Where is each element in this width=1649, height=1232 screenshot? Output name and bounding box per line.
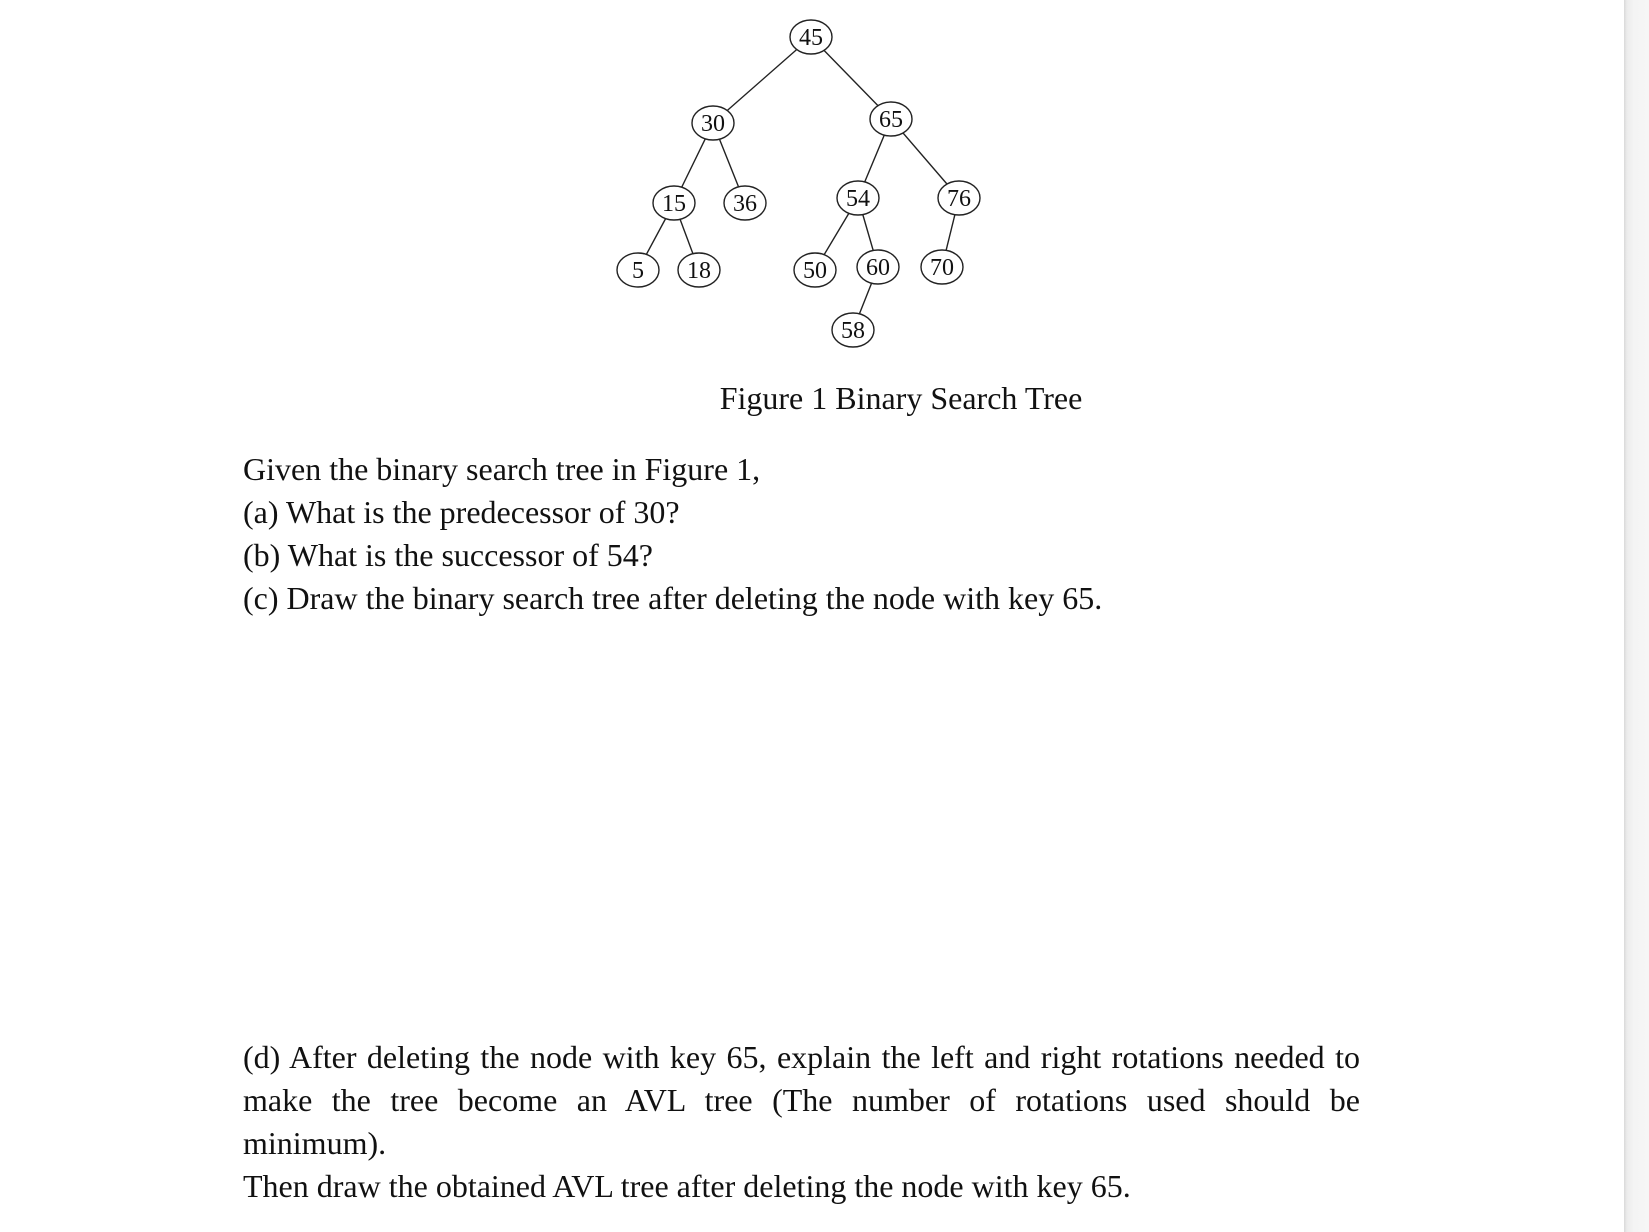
tree-node-key: 18	[687, 258, 711, 284]
part-d-line-3: Then draw the obtained AVL tree after deleting the node with key 65.	[243, 1168, 1131, 1204]
tree-node-key: 15	[662, 191, 686, 217]
tree-node-5	[617, 253, 659, 287]
tree-node-65	[870, 102, 912, 136]
tree-node-70	[921, 250, 963, 284]
tree-node-36	[724, 186, 766, 220]
tree-node-key: 76	[947, 186, 971, 212]
tree-node-58	[832, 313, 874, 347]
tree-node-60	[857, 250, 899, 284]
tree-node-key: 5	[632, 258, 644, 284]
question-intro: Given the binary search tree in Figure 1,	[243, 451, 761, 487]
tree-node-54	[837, 181, 879, 215]
tree-node-key: 36	[733, 191, 757, 217]
tree-node-key: 70	[930, 255, 954, 281]
tree-node-50	[794, 253, 836, 287]
question-text	[243, 448, 1102, 620]
tree-node-key: 65	[879, 107, 903, 133]
tree-node-18	[678, 253, 720, 287]
tree-node-76	[938, 181, 980, 215]
question-part-d	[243, 1036, 1360, 1208]
question-part-c: (c) Draw the binary search tree after deleting the node with key 65.	[243, 580, 1103, 616]
tree-node-key: 45	[799, 25, 823, 51]
tree-node-key: 30	[701, 111, 725, 137]
tree-node-key: 58	[841, 318, 865, 344]
page-edge-shadow	[1624, 0, 1649, 1232]
tree-node-key: 50	[803, 258, 827, 284]
tree-node-key: 54	[846, 186, 870, 212]
tree-node-15	[653, 186, 695, 220]
tree-node-key: 60	[866, 255, 890, 281]
figure-caption: Figure 1 Binary Search Tree	[719, 380, 1083, 416]
question-part-b: (b) What is the successor of 54?	[243, 537, 653, 573]
part-d-line-1: (d) After deleting the node with key 65, explain the left and right rotations needed to	[243, 1039, 1360, 1075]
part-d-line-2: make the tree become an AVL tree (The number of rotations used should be minimum).	[243, 1082, 1360, 1161]
question-part-a: (a) What is the predecessor of 30?	[243, 494, 680, 530]
tree-node-30	[692, 106, 734, 140]
tree-node-45	[790, 20, 832, 54]
binary-search-tree-figure	[0, 0, 1624, 360]
